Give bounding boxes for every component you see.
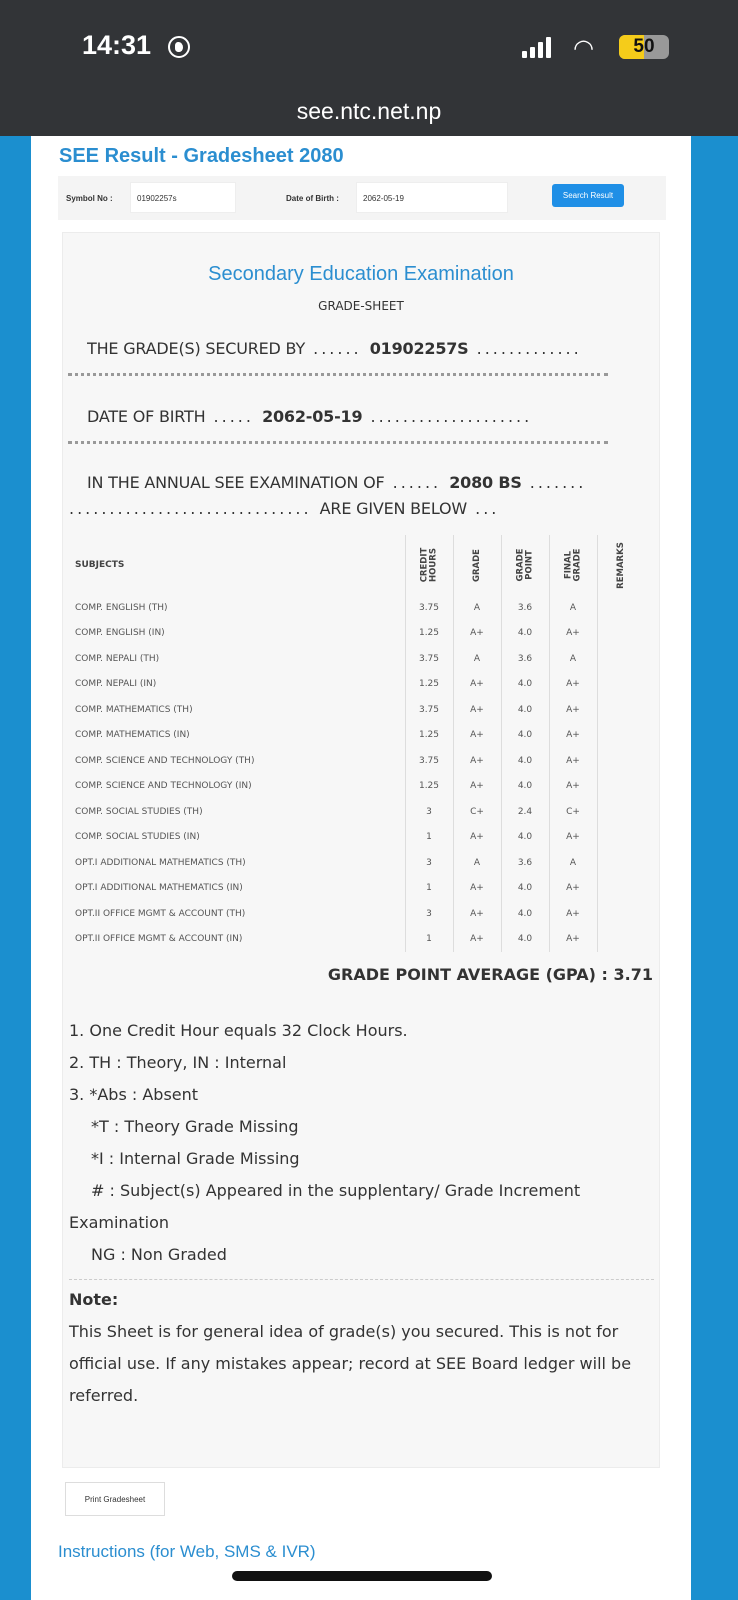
final-grade: A <box>549 646 597 672</box>
column-header-label: GRADE <box>471 549 482 582</box>
grade-point: 4.0 <box>501 621 549 647</box>
grade: A+ <box>453 621 501 647</box>
final-grade: A+ <box>549 621 597 647</box>
note-item: # : Subject(s) Appeared in the supplentary/ Grade Increment <box>91 1181 581 1200</box>
note-text: This Sheet is for general idea of grade(s) you secured. This is not for official use. If any mistakes appear; record at SEE Board ledger will be referred. <box>69 1322 632 1405</box>
grade-point: 4.0 <box>501 876 549 902</box>
grade: A <box>453 850 501 876</box>
note-item: NG : Non Graded <box>91 1245 227 1264</box>
grade: A <box>453 646 501 672</box>
grade: A+ <box>453 723 501 749</box>
date-of-birth: 2062-05-19 <box>262 407 363 426</box>
credit-hours: 3.75 <box>405 646 453 672</box>
grade-point: 4.0 <box>501 927 549 953</box>
final-grade: C+ <box>549 799 597 825</box>
grade-point: 3.6 <box>501 850 549 876</box>
remarks <box>597 697 645 723</box>
battery-icon <box>619 35 669 59</box>
credit-hours: 3 <box>405 799 453 825</box>
secured-label: THE GRADE(S) SECURED BY <box>87 339 306 358</box>
note-heading: Note: <box>69 1290 119 1309</box>
table-row <box>75 799 645 825</box>
table-row <box>75 748 645 774</box>
credit-hours: 1 <box>405 825 453 851</box>
address-bar[interactable]: see.ntc.net.np <box>296 98 442 124</box>
grade-sheet: Secondary Education Examination GRADE-SHEET THE GRADE(S) SECURED BY ...... 01902257S ............. DATE OF BIRTH ..... 2062-05-19 .................... IN THE ANNUAL SEE EXAMINATION OF ...... 2080 BS ....... .............................. ARE GIVEN BELOW ... SUBJECTS CREDIT HOURS GRADE GRADE POINT FINAL GRADE REMARKS COMP. ENGLISH (TH) 3.75 A 3.6 A COMP. ENGLISH (IN) 1.25 A+ 4.0 A+ COMP. NEPALI (TH) 3.75 A 3.6 A COMP. NEPALI (IN) 1.25 A+ 4.0 A+ COMP. MATHEMATICS (TH) 3.75 A+ 4.0 A+ COMP. MATHEMATICS (IN) 1.25 A+ 4.0 A+ COMP. SCIENCE AND TECHNOLOGY (TH) 3.75 A+ 4.0 A+ COMP. SCIENCE AND TECHNOLOGY (IN) 1.25 A+ 4.0 A+ COMP. SOCIAL STUDIES (TH) 3 C+ 2.4 C+ COMP. SOCIAL STUDIES (IN) 1 A+ 4.0 A+ OPT.I ADDITIONAL MATHEMATICS (TH) 3 A 3.6 A OPT.I ADDITIONAL MATHEMATICS (IN) 1 A+ 4.0 A+ OPT.II OFFICE MGMT & ACCOUNT (TH) 3 A+ 4.0 A+ OPT.II OFFICE MGMT & ACCOUNT (IN) 1 A+ 4.0 A+ GRADE POINT AVERAGE (GPA) : 3.71 1. One Credit Hour equals 32 Clock Hours. 2. TH : Theory, IN : Internal 3. *Abs : Absent *T : Theory Grade Missing *I : Internal Grade Missing # : Subject(s) Appeared in the supplentary/ Grade Increment Examination NG : Non Graded Note: This Sheet is for general idea of grade(s) you secured. This is not for official use. If any mistakes appear; record at SEE Board ledger will be referred. <box>62 232 660 1468</box>
subject: COMP. MATHEMATICS (TH) <box>75 704 193 715</box>
grades-table <box>75 535 645 952</box>
final-grade: A+ <box>549 723 597 749</box>
search-result-button[interactable]: Search Result <box>552 184 624 207</box>
note-item: *T : Theory Grade Missing <box>91 1117 299 1136</box>
table-row <box>75 723 645 749</box>
dob-input[interactable]: 2062-05-19 <box>356 182 508 213</box>
grade-point: 4.0 <box>501 748 549 774</box>
table-row <box>75 774 645 800</box>
credit-hours: 3 <box>405 850 453 876</box>
subject: COMP. NEPALI (TH) <box>75 653 160 664</box>
credit-hours: 1.25 <box>405 621 453 647</box>
table-row <box>75 697 645 723</box>
grade-point: 4.0 <box>501 825 549 851</box>
credit-hours: 3 <box>405 901 453 927</box>
final-grade: A+ <box>549 672 597 698</box>
table-row <box>75 672 645 698</box>
grade: A+ <box>453 748 501 774</box>
grade-point: 4.0 <box>501 672 549 698</box>
final-grade: A+ <box>549 901 597 927</box>
note-item: 2. TH : Theory, IN : Internal <box>69 1053 287 1072</box>
battery-level: 50 <box>633 36 655 57</box>
credit-hours: 1 <box>405 876 453 902</box>
grade: A+ <box>453 876 501 902</box>
remarks <box>597 825 645 851</box>
remarks <box>597 646 645 672</box>
remarks <box>597 595 645 621</box>
grade: A+ <box>453 774 501 800</box>
remarks <box>597 621 645 647</box>
remarks <box>597 876 645 902</box>
remarks <box>597 901 645 927</box>
remarks <box>597 774 645 800</box>
grade: A+ <box>453 901 501 927</box>
grade-point: 4.0 <box>501 901 549 927</box>
table-row <box>75 927 645 953</box>
final-grade: A+ <box>549 774 597 800</box>
subject: OPT.II OFFICE MGMT & ACCOUNT (TH) <box>75 908 246 919</box>
subject: COMP. SOCIAL STUDIES (TH) <box>75 806 203 817</box>
clock: 14:31 <box>82 30 152 60</box>
table-row <box>75 850 645 876</box>
given-below: ARE GIVEN BELOW <box>319 499 468 518</box>
remarks <box>597 850 645 876</box>
credit-hours: 1.25 <box>405 723 453 749</box>
grade-point: 4.0 <box>501 774 549 800</box>
subject: COMP. ENGLISH (TH) <box>75 602 168 613</box>
table-row <box>75 876 645 902</box>
remarks <box>597 723 645 749</box>
note-item: 3. *Abs : Absent <box>69 1085 199 1104</box>
gpa: GRADE POINT AVERAGE (GPA) : 3.71 <box>327 965 653 984</box>
subject: COMP. NEPALI (IN) <box>75 679 157 690</box>
table-row <box>75 621 645 647</box>
grade-point: 3.6 <box>501 595 549 621</box>
grade-point: 4.0 <box>501 697 549 723</box>
grade: A+ <box>453 927 501 953</box>
wifi-icon: ◠ <box>573 34 594 62</box>
credit-hours: 3.75 <box>405 595 453 621</box>
globe-icon <box>168 36 190 58</box>
exam-year: 2080 BS <box>449 473 522 492</box>
dob-label: Date of Birth : <box>286 194 339 203</box>
page-title: SEE Result - Gradesheet 2080 <box>59 145 344 167</box>
column-header-label: REMARKS <box>615 542 626 589</box>
home-indicator <box>232 1571 492 1581</box>
final-grade: A <box>549 850 597 876</box>
note-item: Examination <box>69 1213 170 1232</box>
final-grade: A+ <box>549 748 597 774</box>
final-grade: A <box>549 595 597 621</box>
print-gradesheet-button[interactable]: Print Gradesheet <box>65 1482 165 1516</box>
table-row <box>75 646 645 672</box>
column-header <box>501 535 549 595</box>
remarks <box>597 672 645 698</box>
symbol-number: 01902257S <box>369 339 469 358</box>
signal-icon <box>522 36 551 58</box>
subject: OPT.II OFFICE MGMT & ACCOUNT (IN) <box>75 934 243 945</box>
table-row <box>75 825 645 851</box>
subject: COMP. SCIENCE AND TECHNOLOGY (IN) <box>75 781 252 792</box>
grade-point: 2.4 <box>501 799 549 825</box>
credit-hours: 1.25 <box>405 774 453 800</box>
final-grade: A+ <box>549 876 597 902</box>
status-bar <box>0 0 738 136</box>
remarks <box>597 927 645 953</box>
grade: A+ <box>453 825 501 851</box>
sheet-subtitle: GRADE-SHEET <box>318 299 404 313</box>
grade: A+ <box>453 672 501 698</box>
symbol-label: Symbol No : <box>66 194 113 203</box>
dob-label: DATE OF BIRTH <box>87 407 206 426</box>
subject: OPT.I ADDITIONAL MATHEMATICS (TH) <box>75 857 246 868</box>
final-grade: A+ <box>549 697 597 723</box>
column-header <box>453 535 501 595</box>
credit-hours: 1 <box>405 927 453 953</box>
column-header-label: GRADE POINT <box>515 548 534 582</box>
remarks <box>597 799 645 825</box>
subject: OPT.I ADDITIONAL MATHEMATICS (IN) <box>75 883 243 894</box>
column-header: SUBJECTS <box>75 560 125 570</box>
note-item: 1. One Credit Hour equals 32 Clock Hours. <box>69 1021 408 1040</box>
grade: A <box>453 595 501 621</box>
notes <box>69 1015 654 1412</box>
final-grade: A+ <box>549 927 597 953</box>
credit-hours: 1.25 <box>405 672 453 698</box>
subject: COMP. MATHEMATICS (IN) <box>75 730 190 741</box>
grade-point: 4.0 <box>501 723 549 749</box>
subject: COMP. ENGLISH (IN) <box>75 628 165 639</box>
exam-label: IN THE ANNUAL SEE EXAMINATION OF <box>87 473 385 492</box>
grade-point: 3.6 <box>501 646 549 672</box>
grade: C+ <box>453 799 501 825</box>
column-header <box>597 535 645 595</box>
final-grade: A+ <box>549 825 597 851</box>
page-content <box>31 136 691 1600</box>
column-header-label: FINAL GRADE <box>563 548 582 582</box>
grade: A+ <box>453 697 501 723</box>
instructions-link[interactable]: Instructions (for Web, SMS & IVR) <box>58 1542 316 1561</box>
column-header-label: CREDIT HOURS <box>418 547 438 583</box>
table-row <box>75 595 645 621</box>
search-form <box>58 176 666 220</box>
remarks <box>597 748 645 774</box>
subject: COMP. SOCIAL STUDIES (IN) <box>75 832 200 843</box>
column-header <box>405 535 453 595</box>
credit-hours: 3.75 <box>405 748 453 774</box>
table-row <box>75 901 645 927</box>
column-header <box>549 535 597 595</box>
subject: COMP. SCIENCE AND TECHNOLOGY (TH) <box>75 755 255 766</box>
credit-hours: 3.75 <box>405 697 453 723</box>
symbol-input[interactable]: 01902257s <box>130 182 236 213</box>
sheet-title: Secondary Education Examination <box>208 263 514 285</box>
note-item: *I : Internal Grade Missing <box>91 1149 300 1168</box>
